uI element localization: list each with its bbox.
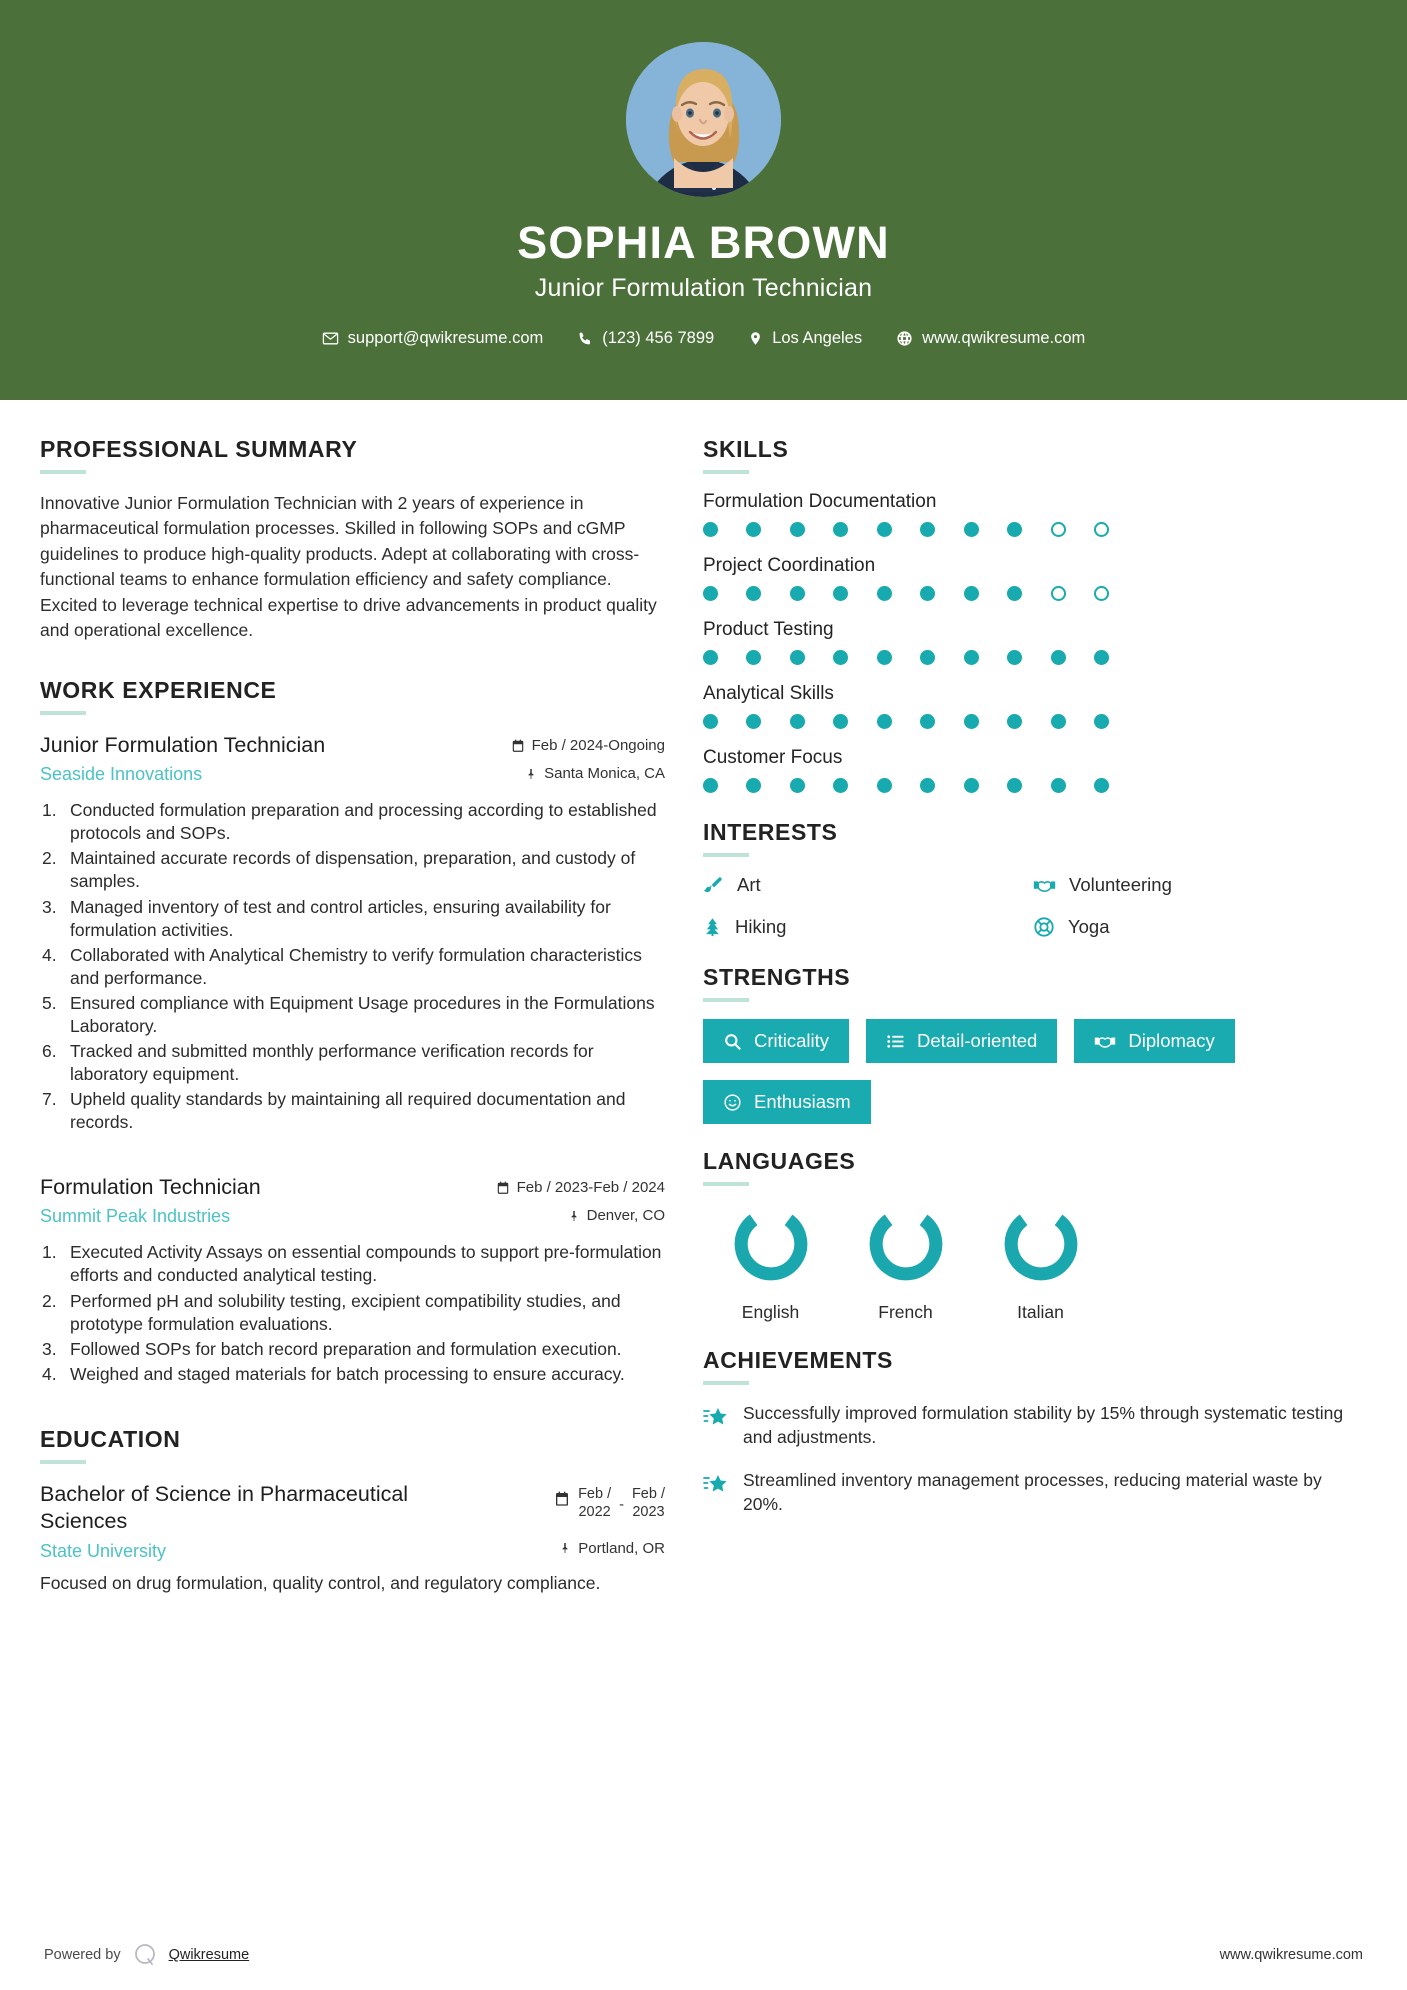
interest-item — [1033, 916, 1363, 938]
skill-dot — [1007, 778, 1022, 793]
right-column — [703, 436, 1363, 1595]
contact-email-text: support@qwikresume.com — [347, 329, 544, 348]
pushpin-icon — [559, 1541, 571, 1555]
language-item — [973, 1203, 1108, 1323]
bullet: Collaborated with Analytical Chemistry to verify formulation characteristics and performance. — [70, 944, 642, 988]
skill-dot — [746, 522, 761, 537]
section-title-education: EDUCATION — [40, 1425, 181, 1452]
skill-dot — [920, 522, 935, 537]
section-title-achievements: ACHIEVEMENTS — [703, 1347, 893, 1373]
skill-dot — [920, 586, 935, 601]
education-description: Focused on drug formulation, quality control, and regulatory compliance. — [40, 1572, 601, 1593]
skill-dot — [746, 778, 761, 793]
interest-item — [1033, 874, 1363, 896]
skill-dot-empty — [1051, 586, 1066, 601]
job-title: Junior Formulation Technician — [534, 274, 873, 303]
spacer — [703, 1323, 1363, 1347]
contact-location[interactable] — [748, 329, 862, 348]
full-name: SOPHIA BROWN — [517, 217, 890, 268]
strengths-grid — [703, 1019, 1363, 1124]
spacer — [40, 1140, 665, 1174]
achievement-item — [703, 1469, 1363, 1516]
skill-dot — [877, 778, 892, 793]
skill-dot — [746, 650, 761, 665]
contact-location-text: Los Angeles — [772, 329, 863, 348]
skill-dot — [703, 778, 718, 793]
job-company: Seaside Innovations — [40, 764, 203, 785]
skill-dot — [833, 650, 848, 665]
skill-dot-empty — [1094, 522, 1109, 537]
skill-dot — [833, 586, 848, 601]
bullet: Upheld quality standards by maintaining all required documentation and records. — [70, 1089, 626, 1133]
list-icon — [886, 1032, 905, 1051]
skill-dot — [703, 714, 718, 729]
language-progress-ring — [1000, 1203, 1082, 1285]
skill-dot-empty — [1051, 522, 1066, 537]
language-progress-ring — [730, 1203, 812, 1285]
skill-dot — [920, 778, 935, 793]
skill-dot — [920, 714, 935, 729]
bullet: Ensured compliance with Equipment Usage procedures in the Formulations Laboratory. — [70, 992, 655, 1036]
powered-by-label: Powered by — [44, 1947, 121, 1963]
bullet: Conducted formulation preparation and processing according to established protocols and SOPs. — [70, 800, 657, 844]
strength-label: Criticality — [754, 1030, 830, 1051]
section-rule — [703, 1381, 749, 1385]
smiley-icon — [723, 1093, 742, 1112]
job-bullets — [40, 799, 665, 1134]
skill-dot — [964, 714, 979, 729]
skill-dot — [790, 650, 805, 665]
skill-dot — [746, 714, 761, 729]
contact-phone[interactable] — [577, 329, 714, 348]
skill-dot — [746, 586, 761, 601]
resume-header — [0, 0, 1407, 400]
section-title-experience: WORK EXPERIENCE — [40, 677, 277, 704]
section-skills — [703, 436, 1363, 793]
skill-dot — [877, 522, 892, 537]
qwikresume-brand-link[interactable]: Qwikresume — [168, 1947, 250, 1963]
qwikresume-logo-icon — [132, 1942, 158, 1968]
pushpin-icon — [525, 767, 537, 781]
handshake-icon — [1094, 1032, 1116, 1051]
summary-text: Innovative Junior Formulation Technician with 2 years of experience in pharmaceutical formulation processes. Skilled in following SOPs and cGMP guidelines to produce high-quality products. Adept at collaborating with cross-functional teams to enhance formulation efficiency and safety compliance. Excited to leverage technical expertise to drive advancements in product quality and operational excellence. — [40, 493, 657, 640]
skill-dot — [703, 522, 718, 537]
section-title-interests: INTERESTS — [703, 819, 838, 845]
spacer — [703, 795, 1363, 819]
languages-row — [703, 1203, 1363, 1323]
skill-dot — [877, 650, 892, 665]
strength-badge-diplomacy[interactable] — [1074, 1019, 1234, 1063]
skill-dot — [833, 778, 848, 793]
skill-dot — [877, 714, 892, 729]
section-education — [40, 1426, 665, 1595]
experience-header — [40, 1174, 665, 1227]
section-work-experience — [40, 677, 665, 1386]
section-interests — [703, 819, 1363, 958]
interest-item — [703, 916, 1033, 938]
footer — [0, 1942, 1407, 1990]
avatar — [626, 42, 781, 197]
contact-website[interactable] — [896, 329, 1085, 348]
skill-label: Analytical Skills — [703, 683, 834, 704]
education-date-separator: - — [619, 1496, 624, 1513]
language-label: French — [878, 1302, 933, 1322]
calendar-icon — [511, 739, 525, 753]
section-rule — [40, 1460, 86, 1464]
section-title-summary: PROFESSIONAL SUMMARY — [40, 436, 358, 462]
job-location: Denver, CO — [586, 1207, 665, 1225]
bullet: Performed pH and solubility testing, excipient compatibility studies, and prototype formulation evaluations. — [70, 1290, 621, 1334]
achievement-item — [703, 1402, 1363, 1449]
strength-badge-enthusiasm[interactable] — [703, 1080, 871, 1124]
experience-meta — [496, 1174, 665, 1224]
job-company: Summit Peak Industries — [40, 1206, 231, 1227]
language-label: English — [741, 1302, 800, 1322]
skill-label: Customer Focus — [703, 747, 843, 768]
skill-dot — [1094, 714, 1109, 729]
interest-item — [703, 874, 1033, 896]
education-end-month: Feb / — [631, 1485, 665, 1502]
phone-icon — [577, 331, 593, 347]
bullet: Executed Activity Assays on essential compounds to support pre-formulation efforts and conducted analytical testing. — [70, 1242, 662, 1286]
mail-icon — [322, 330, 339, 347]
skill-dot — [964, 586, 979, 601]
language-label: Italian — [1017, 1302, 1064, 1322]
job-dates-row — [511, 737, 665, 754]
interest-label: Yoga — [1068, 916, 1110, 937]
skill-label: Product Testing — [703, 619, 834, 640]
contact-email[interactable] — [322, 329, 544, 348]
skill-dot — [703, 586, 718, 601]
lifebuoy-icon — [1033, 916, 1055, 938]
education-degree: Bachelor of Science in Pharmaceutical Sciences — [40, 1481, 409, 1533]
profile-photo-illustration — [626, 42, 781, 197]
skill-dot — [703, 650, 718, 665]
job-dates-row — [496, 1179, 665, 1196]
section-professional-summary — [40, 436, 665, 643]
contact-phone-text: (123) 456 7899 — [602, 329, 715, 348]
skill-label: Formulation Documentation — [703, 491, 937, 512]
section-languages — [703, 1148, 1363, 1323]
experience-left — [40, 732, 325, 785]
job-dates: Feb / 2024-Ongoing — [531, 737, 665, 755]
experience-item — [40, 1174, 665, 1385]
language-progress-ring — [865, 1203, 947, 1285]
education-school: State University — [40, 1540, 167, 1561]
interests-grid — [703, 874, 1363, 958]
skill-dot — [964, 522, 979, 537]
section-strengths — [703, 964, 1363, 1124]
calendar-icon — [496, 1181, 510, 1195]
language-item — [838, 1203, 973, 1323]
skill-rating — [703, 714, 1109, 729]
skill-dot — [790, 522, 805, 537]
experience-item — [40, 732, 665, 1134]
skill-rating — [703, 778, 1109, 793]
bullet: Maintained accurate records of dispensation, preparation, and custody of samples. — [70, 848, 636, 892]
experience-meta — [511, 732, 665, 782]
section-rule — [703, 853, 749, 857]
section-rule — [40, 470, 86, 474]
skill-dot — [1051, 714, 1066, 729]
bullet: Tracked and submitted monthly performance verification records for laboratory equipment. — [70, 1041, 594, 1085]
skill-dot — [964, 778, 979, 793]
shooting-star-icon — [703, 1472, 729, 1498]
section-title-skills: SKILLS — [703, 436, 789, 462]
job-location-row — [496, 1207, 665, 1224]
education-end-date — [632, 1485, 665, 1521]
skill-dot — [833, 522, 848, 537]
achievement-text: Streamlined inventory management processes, reducing material waste by 20%. — [743, 1470, 1322, 1514]
skill-dot — [1007, 650, 1022, 665]
calendar-icon — [554, 1491, 570, 1507]
bullet: Managed inventory of test and control articles, ensuring availability for formulation activities. — [70, 896, 611, 940]
location-pin-icon — [748, 330, 763, 347]
achievement-text: Successfully improved formulation stability by 15% through systematic testing and adjustments. — [743, 1403, 1344, 1447]
section-title-languages: LANGUAGES — [703, 1148, 856, 1174]
strength-badge-criticality[interactable] — [703, 1019, 849, 1063]
skill-dot — [1007, 586, 1022, 601]
strength-label: Detail-oriented — [917, 1030, 1038, 1051]
section-rule — [40, 711, 86, 715]
interest-label: Volunteering — [1069, 874, 1172, 895]
paint-brush-icon — [703, 875, 724, 896]
skill-dot — [790, 586, 805, 601]
education-item — [40, 1481, 665, 1595]
skill-dot — [964, 650, 979, 665]
strength-label: Diplomacy — [1128, 1030, 1215, 1051]
education-header — [40, 1481, 665, 1535]
language-item — [703, 1203, 838, 1323]
skill-dot — [1007, 522, 1022, 537]
globe-icon — [896, 330, 913, 347]
experience-header — [40, 732, 665, 785]
strength-label: Enthusiasm — [754, 1091, 851, 1112]
skill-dot — [833, 714, 848, 729]
interest-label: Hiking — [735, 916, 787, 937]
pushpin-icon — [568, 1209, 580, 1223]
skill-dot — [1007, 714, 1022, 729]
spacer — [703, 1124, 1363, 1148]
skill-dot — [877, 586, 892, 601]
skill-dot — [790, 714, 805, 729]
left-column — [40, 436, 665, 1595]
skill-dot — [1094, 650, 1109, 665]
job-location: Santa Monica, CA — [544, 765, 665, 783]
strength-badge-detail-oriented[interactable] — [866, 1019, 1057, 1063]
magnifier-icon — [723, 1032, 742, 1051]
education-end-year: 2023 — [632, 1504, 665, 1520]
section-rule — [703, 998, 749, 1002]
skill-dot-empty — [1094, 586, 1109, 601]
tree-icon — [703, 916, 722, 938]
contact-website-text: www.qwikresume.com — [922, 329, 1086, 348]
skill-rating — [703, 586, 1109, 601]
bullet: Followed SOPs for batch record preparation and formulation execution. — [70, 1338, 622, 1359]
skill-dot — [1051, 650, 1066, 665]
spacer — [40, 1392, 665, 1426]
experience-left — [40, 1174, 261, 1227]
footer-site-url: www.qwikresume.com — [1219, 1947, 1363, 1963]
interest-label: Art — [737, 874, 761, 895]
section-title-strengths: STRENGTHS — [703, 964, 851, 990]
section-achievements — [703, 1347, 1363, 1517]
job-dates: Feb / 2023-Feb / 2024 — [516, 1179, 665, 1197]
job-bullets — [40, 1241, 665, 1386]
skill-dot — [1051, 778, 1066, 793]
skill-dot — [790, 778, 805, 793]
education-dates — [554, 1481, 665, 1521]
job-location-row — [511, 765, 665, 782]
section-rule — [703, 1182, 749, 1186]
education-start-year: 2022 — [578, 1504, 611, 1520]
resume-body — [0, 400, 1407, 1595]
skill-dot — [920, 650, 935, 665]
section-rule — [703, 470, 749, 474]
handshake-icon — [1033, 875, 1056, 896]
skill-dot — [1094, 778, 1109, 793]
skill-rating — [703, 522, 1109, 537]
education-start-month: Feb / — [578, 1485, 612, 1502]
education-start-date — [578, 1485, 611, 1521]
skill-label: Project Coordination — [703, 555, 876, 576]
job-role: Formulation Technician — [40, 1175, 261, 1200]
shooting-star-icon — [703, 1405, 729, 1431]
spacer — [40, 643, 665, 677]
job-role: Junior Formulation Technician — [40, 733, 326, 758]
powered-by-block — [44, 1942, 249, 1968]
education-location: Portland, OR — [578, 1539, 665, 1557]
skill-rating — [703, 650, 1109, 665]
bullet: Weighed and staged materials for batch processing to ensure accuracy. — [70, 1363, 625, 1384]
contact-row — [0, 329, 1407, 348]
